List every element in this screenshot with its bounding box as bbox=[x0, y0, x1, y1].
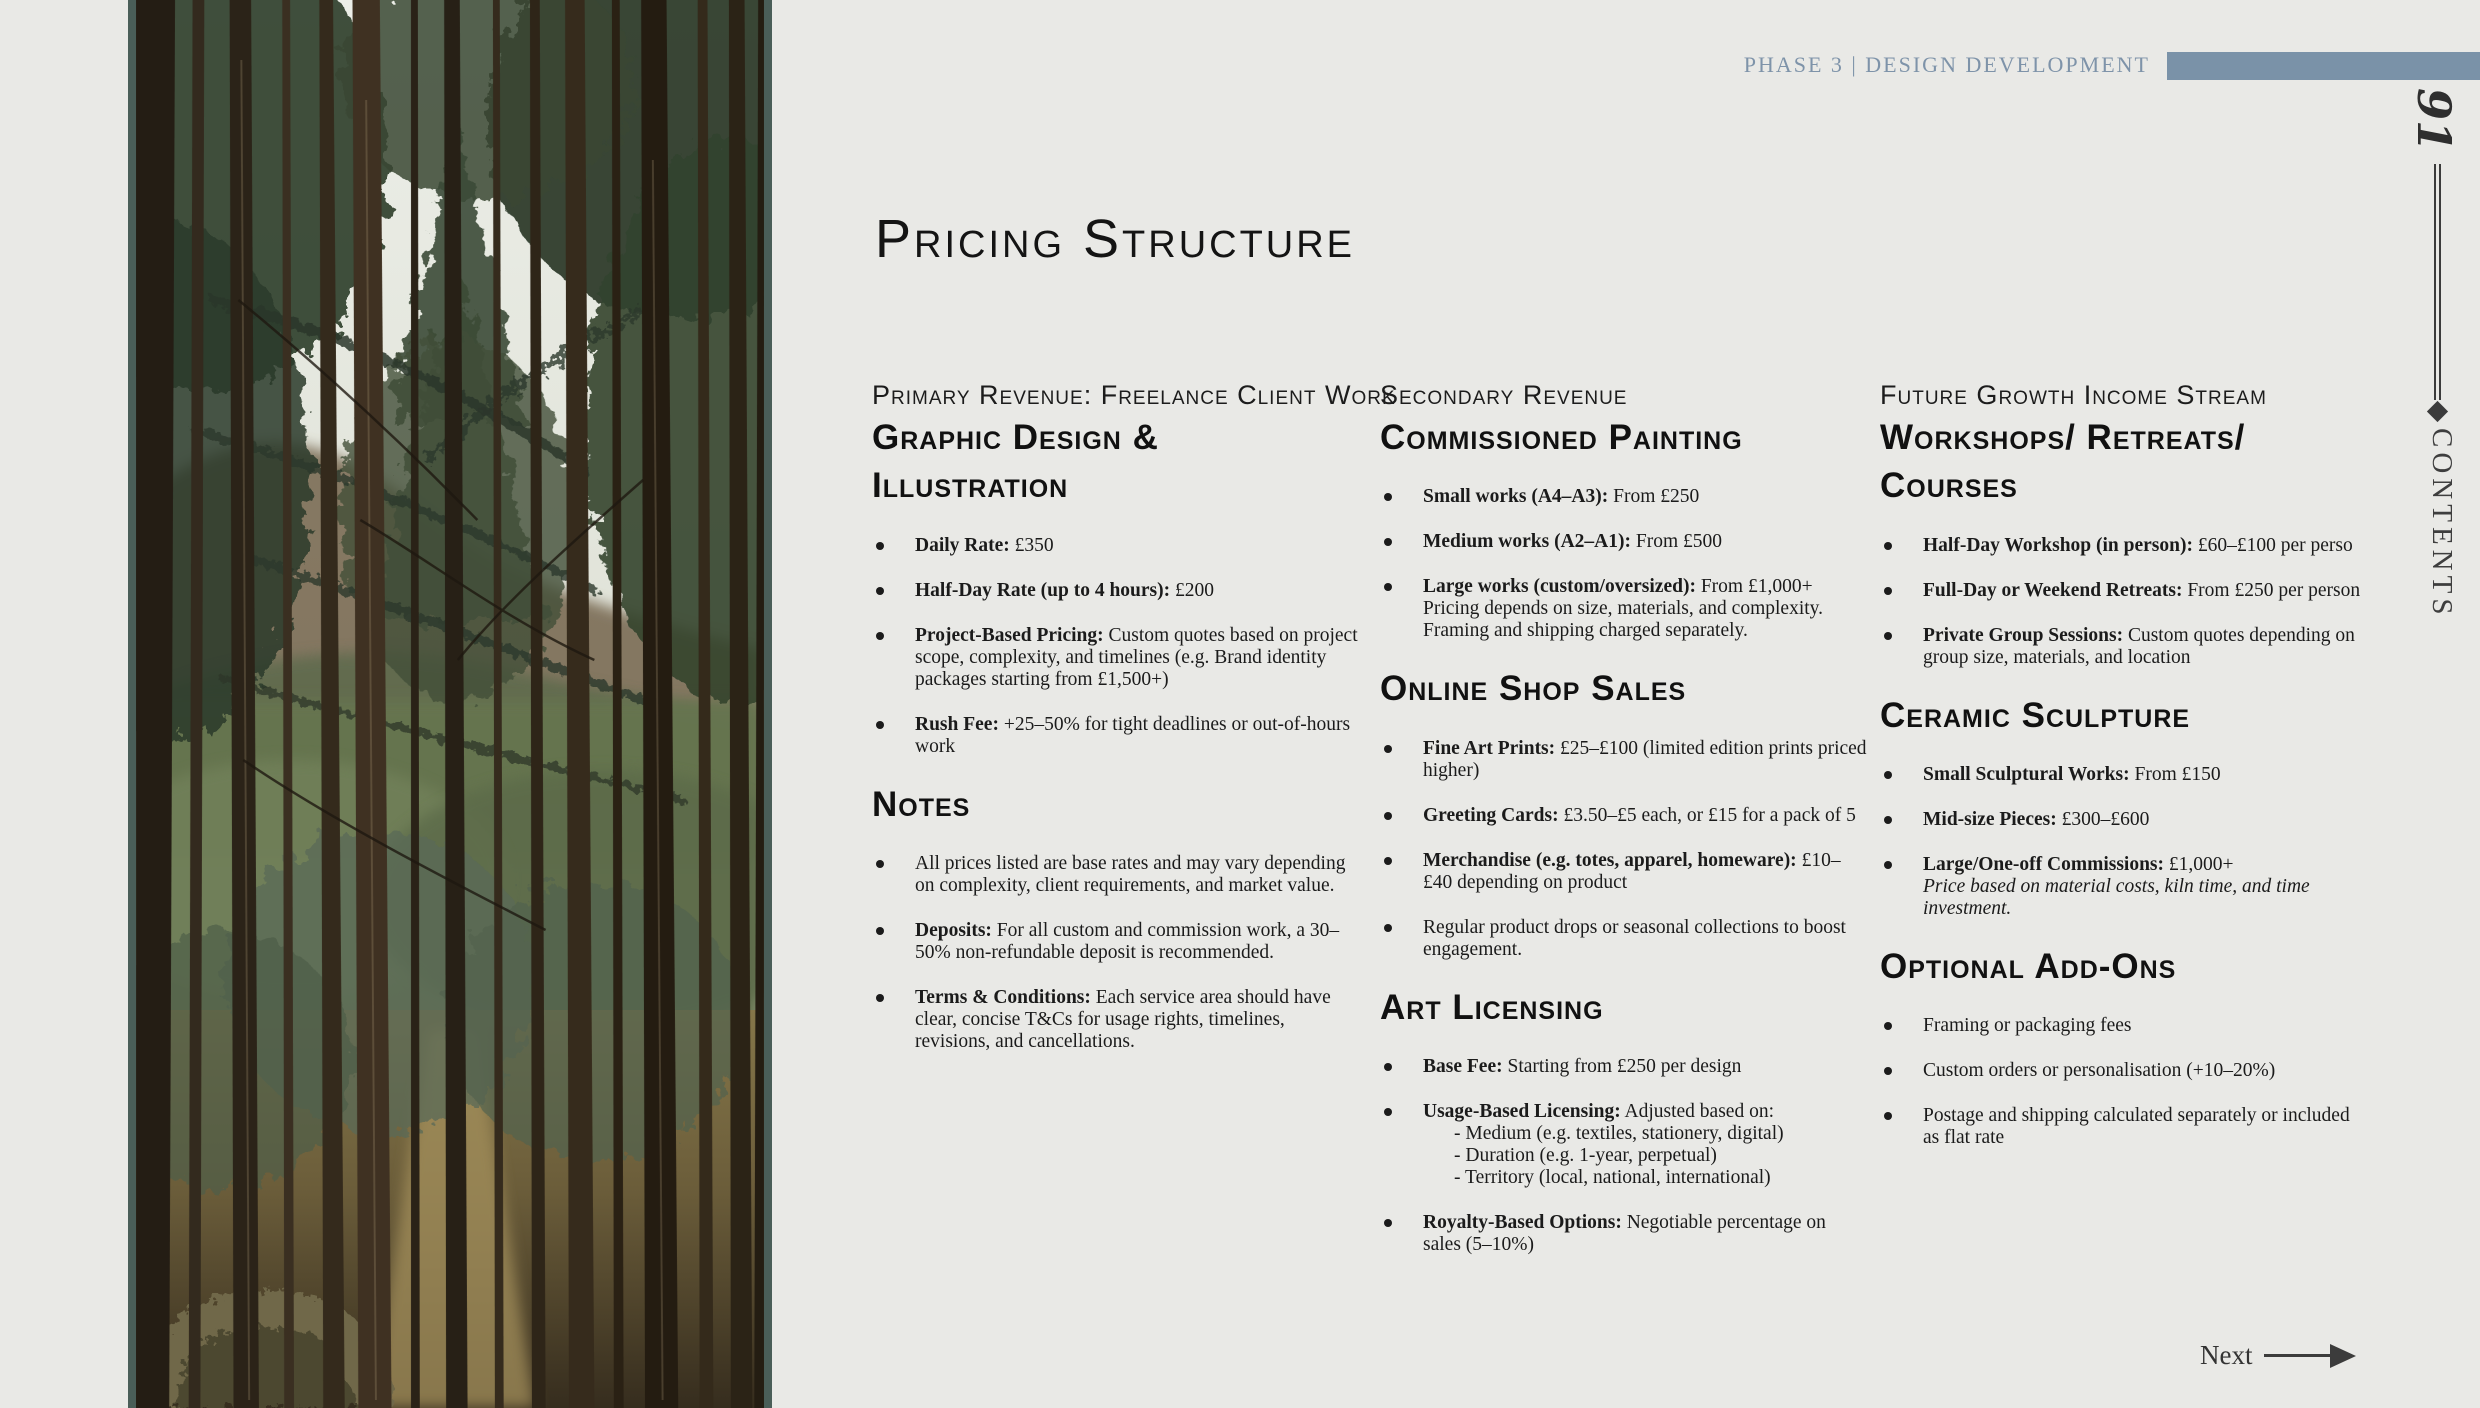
item-text: Each service area should have clear, concise T&Cs for usage rights, timelines, revisions, and cancellations. bbox=[915, 986, 1331, 1052]
item-label: Daily Rate: bbox=[915, 534, 1010, 556]
item-text: From £150 bbox=[2129, 763, 2221, 785]
item-text: Negotiable percentage on sales (5–10%) bbox=[1423, 1211, 1826, 1255]
contents-link[interactable]: CONTENTS bbox=[2426, 428, 2458, 620]
list-item bbox=[1880, 580, 2362, 602]
section-heading: Commissioned Painting bbox=[1380, 418, 1743, 457]
list-item bbox=[872, 625, 1364, 691]
list-item bbox=[1380, 1056, 1867, 1078]
item-text: Adjusted based on: bbox=[1620, 1100, 1774, 1122]
pricing-section bbox=[872, 781, 1364, 1053]
list-item bbox=[1880, 809, 2362, 831]
item-label: Small Sculptural Works: bbox=[1923, 763, 2130, 785]
item-text: Regular product drops or seasonal collections to boost engagement. bbox=[1423, 916, 1846, 960]
item-label: Fine Art Prints: bbox=[1423, 737, 1556, 759]
item-text: £300–£600 bbox=[2056, 808, 2150, 830]
item-text: Postage and shipping calculated separately or included as flat rate bbox=[1923, 1105, 2350, 1149]
pricing-section bbox=[872, 380, 1396, 758]
item-label: Royalty-Based Options: bbox=[1423, 1211, 1622, 1233]
list-item bbox=[872, 535, 1364, 557]
item-label: Half-Day Workshop (in person): bbox=[1923, 534, 2193, 556]
item-text: Custom quotes depending on group size, materials, and location bbox=[1923, 624, 2355, 668]
pricing-section bbox=[1380, 665, 1867, 960]
item-text: For all custom and commission work, a 30–50% non-refundable deposit is recommended. bbox=[915, 919, 1340, 963]
pricing-section bbox=[1880, 380, 2362, 669]
list-item bbox=[1380, 850, 1867, 894]
section-heading: Ceramic Sculpture bbox=[1880, 695, 2191, 735]
item-label: Rush Fee: bbox=[915, 713, 999, 735]
item-text: From £1,000+ bbox=[1695, 576, 1813, 598]
item-label: Merchandise (e.g. totes, apparel, homeware): bbox=[1423, 849, 1797, 871]
bullet-list bbox=[1880, 764, 2362, 920]
list-item bbox=[1380, 486, 1867, 508]
item-label: Deposits: bbox=[915, 919, 992, 941]
item-text: £1,000+ bbox=[2164, 853, 2234, 875]
item-text: Framing or packaging fees bbox=[1923, 1015, 2132, 1037]
list-item bbox=[872, 580, 1364, 602]
list-item bbox=[1880, 1060, 2362, 1082]
item-text: £200 bbox=[1170, 579, 1214, 601]
item-subline: - Medium (e.g. textiles, stationery, digital) bbox=[1454, 1122, 1784, 1144]
item-subline: - Territory (local, national, international) bbox=[1454, 1166, 1771, 1188]
item-note-italic: Price based on material costs, kiln time, and time investment. bbox=[1923, 875, 2310, 919]
item-label: Small works (A4–A3): bbox=[1423, 486, 1609, 508]
column-2 bbox=[1380, 380, 1867, 1279]
list-item bbox=[1380, 1101, 1867, 1189]
section-heading: Workshops/ Retreats/ Courses bbox=[1880, 418, 2246, 506]
section-eyebrow: Future Growth Income Stream bbox=[1880, 380, 2267, 410]
column-3 bbox=[1880, 380, 2362, 1172]
section-heading: Online Shop Sales bbox=[1380, 669, 1687, 709]
item-text: £60–£100 per perso bbox=[2192, 534, 2353, 556]
item-label: Full-Day or Weekend Retreats: bbox=[1923, 579, 2183, 601]
item-text: From £250 per person bbox=[2182, 579, 2361, 601]
forest-photo bbox=[128, 0, 772, 1408]
item-text: £3.50–£5 each, or £15 for a pack of 5 bbox=[1558, 804, 1856, 826]
item-label: Medium works (A2–A1): bbox=[1423, 531, 1631, 553]
item-label: Private Group Sessions: bbox=[1923, 624, 2124, 646]
section-eyebrow: Secondary Revenue bbox=[1380, 380, 1628, 410]
item-text: Starting from £250 per design bbox=[1502, 1055, 1742, 1077]
section-heading: Graphic Design & Illustration bbox=[872, 418, 1159, 506]
pricing-section bbox=[1380, 984, 1867, 1256]
item-text: From £500 bbox=[1630, 531, 1722, 553]
pricing-section bbox=[1880, 943, 2362, 1149]
bullet-list bbox=[1380, 486, 1867, 642]
item-text: £25–£100 (limited edition prints priced higher) bbox=[1423, 737, 1867, 781]
list-item bbox=[1880, 1105, 2362, 1149]
section-heading: Art Licensing bbox=[1380, 987, 1604, 1027]
item-text: +25–50% for tight deadlines or out-of-hours work bbox=[915, 713, 1351, 757]
right-arrow-icon bbox=[2264, 1344, 2356, 1368]
item-subline: - Duration (e.g. 1-year, perpetual) bbox=[1454, 1144, 1717, 1166]
bullet-list bbox=[1380, 1056, 1867, 1256]
column-1 bbox=[872, 380, 1396, 1076]
list-item bbox=[1880, 764, 2362, 786]
accent-bar bbox=[2167, 52, 2480, 80]
item-text: £10–£40 depending on product bbox=[1423, 849, 1841, 893]
list-item bbox=[1380, 917, 1867, 961]
item-label: Large works (custom/oversized): bbox=[1423, 576, 1696, 598]
list-item bbox=[872, 714, 1364, 758]
page-title: Pricing Structure bbox=[875, 209, 1356, 269]
list-item bbox=[1880, 535, 2362, 557]
list-item bbox=[872, 987, 1364, 1053]
item-text: £350 bbox=[1009, 534, 1054, 556]
item-label: Base Fee: bbox=[1423, 1055, 1503, 1077]
list-item bbox=[1380, 1212, 1867, 1256]
bullet-list bbox=[872, 535, 1364, 758]
item-label: Greeting Cards: bbox=[1423, 804, 1559, 826]
item-label: Half-Day Rate (up to 4 hours): bbox=[915, 579, 1171, 601]
list-item bbox=[1380, 738, 1867, 782]
section-eyebrow: Primary Revenue: Freelance Client Work bbox=[872, 380, 1396, 410]
list-item bbox=[1380, 531, 1867, 553]
item-text: All prices listed are base rates and may vary depending on complexity, client requirements, and market value. bbox=[915, 852, 1346, 896]
list-item bbox=[872, 920, 1364, 964]
next-button[interactable] bbox=[2200, 1340, 2356, 1371]
pricing-section bbox=[1380, 380, 1867, 642]
item-note: Pricing depends on size, materials, and complexity. Framing and shipping charged separately. bbox=[1423, 598, 1824, 642]
list-item bbox=[1880, 625, 2362, 669]
rail-line bbox=[2434, 164, 2441, 400]
bullet-list bbox=[1880, 535, 2362, 669]
item-label: Project-Based Pricing: bbox=[915, 624, 1104, 646]
list-item bbox=[1880, 854, 2362, 920]
list-item bbox=[1380, 576, 1867, 642]
phase-label: PHASE 3 | DESIGN DEVELOPMENT bbox=[1743, 52, 2150, 77]
bullet-list bbox=[1380, 738, 1867, 961]
list-item bbox=[1880, 1015, 2362, 1037]
list-item bbox=[1380, 805, 1867, 827]
bullet-list bbox=[1880, 1015, 2362, 1149]
page-number: 91 bbox=[2407, 88, 2461, 153]
section-heading: Notes bbox=[872, 784, 971, 824]
bullet-list bbox=[872, 853, 1364, 1053]
item-label: Mid-size Pieces: bbox=[1923, 808, 2057, 830]
item-text: Custom quotes based on project scope, complexity, and timelines (e.g. Brand identity packages starting from £1,500+) bbox=[915, 624, 1358, 690]
item-label: Terms & Conditions: bbox=[915, 986, 1091, 1008]
list-item bbox=[872, 853, 1364, 897]
diamond-icon bbox=[2427, 401, 2448, 422]
item-text: Custom orders or personalisation (+10–20%) bbox=[1923, 1060, 2276, 1082]
item-label: Usage-Based Licensing: bbox=[1423, 1100, 1621, 1122]
item-text: From £250 bbox=[1608, 486, 1700, 508]
pricing-section bbox=[1880, 692, 2362, 920]
section-heading: Optional Add-Ons bbox=[1880, 946, 2177, 986]
next-label: Next bbox=[2200, 1340, 2253, 1370]
item-label: Large/One-off Commissions: bbox=[1923, 853, 2165, 875]
